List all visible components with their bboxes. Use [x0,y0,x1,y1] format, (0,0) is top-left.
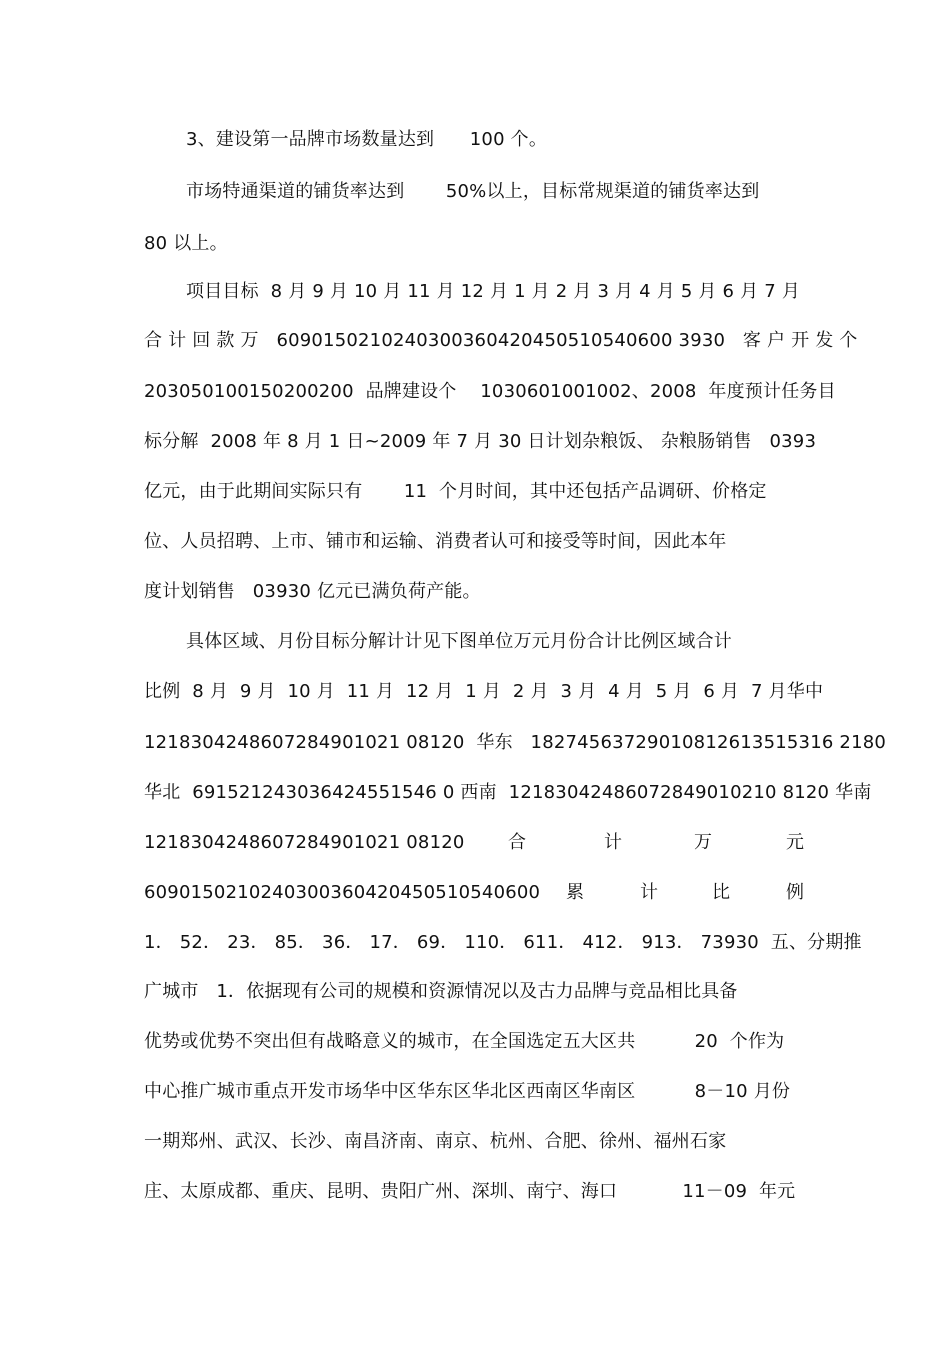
text-line-9: 位、人员招聘、上市、铺市和运输、消费者认可和接受等时间，因此本年 [144,531,727,552]
text-line-4: 项目目标 8 月 9 月 10 月 11 月 12 月 1 月 2 月 3 月 4 月 5 月 6 月 7 月 [186,281,801,302]
text-word-li: 例 [786,882,805,903]
text-line-12: 比例 8 月 9 月 10 月 11 月 12 月 1 月 2 月 3 月 4 月 5 月 6 月 7 月华中 [144,681,824,702]
text-line-20: 中心推广城市重点开发市场华中区华东区华北区西南区华南区 8－10 月份 [144,1081,791,1102]
text-line-15: 1218304248607284901021 08120 [144,832,465,853]
text-word-yuan: 元 [786,832,805,853]
text-line-11: 具体区域、月份目标分解计计见下图单位万元月份合计比例区域合计 [186,631,732,652]
text-line-2: 市场特通渠道的铺货率达到 50%以上，目标常规渠道的铺货率达到 [186,181,760,202]
text-word-bi: 比 [712,882,731,903]
text-line-13: 1218304248607284901021 08120 华东 18274563729010812613515316 2180 [144,732,887,753]
text-word-lei: 累 [566,882,585,903]
text-line-14: 华北 691521243036424551546 0 西南 12183042486072849010210 8120 华南 [144,782,872,803]
text-word-ji2: 计 [640,882,659,903]
text-line-19: 优势或优势不突出但有战略意义的城市，在全国选定五大区共 20 个作为 [144,1031,785,1052]
text-line-22: 庄、太原成都、重庆、昆明、贵阳广州、深圳、南宁、海口 11－09 年元 [144,1181,796,1202]
text-line-10: 度计划销售 03930 亿元已满负荷产能。 [144,581,481,602]
text-line-21: 一期郑州、武汉、长沙、南昌济南、南京、杭州、合肥、徐州、福州石家 [144,1131,727,1152]
text-word-wan: 万 [694,832,713,853]
text-line-5: 合 计 回 款 万 6090150210240300360420450510540600 3930 客 户 开 发 个 [144,330,858,351]
text-line-6: 203050100150200200 品牌建设个 1030601001002、2008 年度预计任务目 [144,381,836,402]
text-line-3: 80 以上。 [144,233,228,254]
text-line-18: 广城市 1．依据现有公司的规模和资源情况以及古力品牌与竞品相比具备 [144,981,738,1002]
text-word-he: 合 [508,832,527,853]
text-line-17: 1． 52． 23． 85． 36． 17． 69． 110． 611． 412． 913． 73930 五、分期推 [144,932,862,953]
text-line-1: 3、建设第一品牌市场数量达到 100 个。 [186,129,548,150]
text-word-ji: 计 [604,832,623,853]
text-line-8: 亿元，由于此期间实际只有 11 个月时间，其中还包括产品调研、价格定 [144,481,767,502]
text-line-7: 标分解 2008 年 8 月 1 日~2009 年 7 月 30 日计划杂粮饭、 杂粮肠销售 0393 [144,431,817,452]
text-line-16: 6090150210240300360420450510540600 [144,882,541,903]
